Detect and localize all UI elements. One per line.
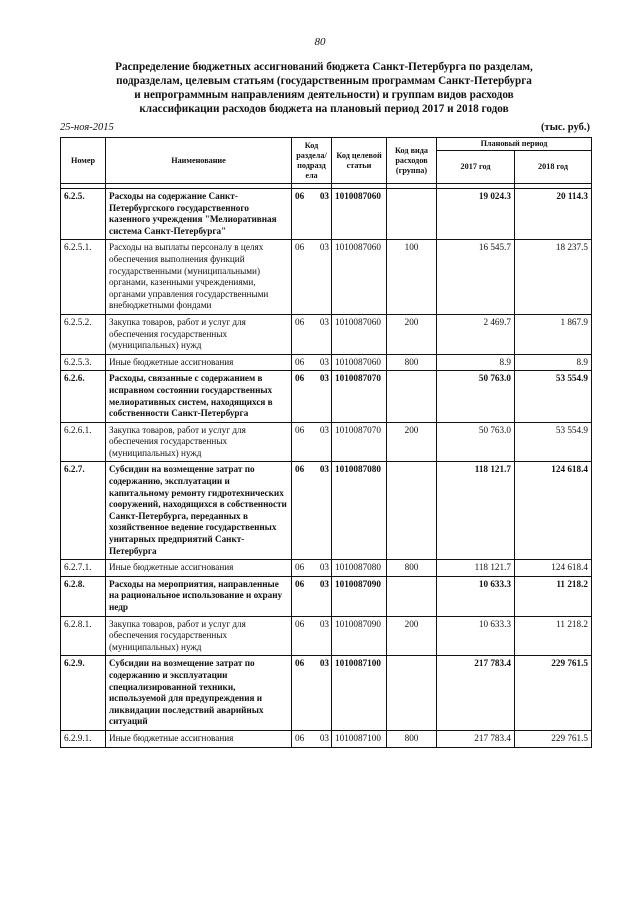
header-number: Номер (61, 138, 106, 184)
section-code: 06 (295, 562, 305, 573)
table-row (61, 656, 592, 731)
row-name: Расходы на мероприятия, направленные на рациональное использование и охрану недр (106, 576, 292, 616)
row-group-code (387, 371, 437, 422)
row-group-code: 800 (387, 560, 437, 577)
table-row (61, 576, 592, 616)
subsection-code: 03 (319, 578, 329, 589)
row-name: Закупка товаров, работ и услуг для обеспечения государственных (муниципальных) нужд (106, 314, 292, 354)
header-group: Код вида расходов (группа) (387, 138, 437, 184)
header-section: Код раздела/ подразд ела (292, 138, 332, 184)
row-value-2018: 53 554.9 (515, 422, 592, 462)
table-row (61, 422, 592, 462)
title-line: и непрограммным направлениям деятельности) и группам видов расходов (134, 89, 514, 101)
row-value-2017: 118 121.7 (437, 560, 515, 577)
row-value-2018: 53 554.9 (515, 371, 592, 422)
row-name: Закупка товаров, работ и услуг для обеспечения государственных (муниципальных) нужд (106, 616, 292, 656)
row-name: Иные бюджетные ассигнования (106, 730, 292, 747)
row-number: 6.2.5.1. (61, 240, 106, 315)
row-name: Расходы на выплаты персоналу в целях обеспечения выполнения функций государственными (муниципальными) органами, казенными учреждениями, органами управления государственными внебюджетными фондами (106, 240, 292, 315)
row-section-code (292, 371, 332, 422)
subsection-code: 03 (319, 191, 329, 201)
row-section-code (292, 560, 332, 577)
row-number: 6.2.8.1. (61, 616, 106, 656)
row-number: 6.2.9. (61, 656, 106, 731)
subsection-code: 03 (319, 316, 329, 327)
units-label: (тыс. руб.) (541, 122, 590, 133)
subsection-code: 03 (319, 618, 329, 629)
row-section-code (292, 189, 332, 240)
subsection-code: 03 (319, 242, 329, 253)
row-number: 6.2.5.3. (61, 354, 106, 371)
title-line: Распределение бюджетных ассигнований бюджета Санкт-Петербурга по разделам, (115, 61, 533, 73)
section-code: 06 (295, 242, 305, 253)
row-target-code: 1010087060 (332, 189, 387, 240)
row-section-code (292, 354, 332, 371)
row-target-code: 1010087070 (332, 422, 387, 462)
row-group-code: 200 (387, 314, 437, 354)
title-line: классификации расходов бюджета на плановый период 2017 и 2018 годов (139, 103, 509, 115)
subsection-code: 03 (319, 562, 329, 573)
row-section-code (292, 730, 332, 747)
page-number: 80 (314, 36, 326, 48)
row-group-code: 800 (387, 730, 437, 747)
row-value-2018: 11 218.2 (515, 616, 592, 656)
row-name: Расходы, связанные с содержанием в исправном состоянии государственных мелиоративных систем, находящихся в собственности Санкт-Петербурга (106, 371, 292, 422)
table-row (61, 189, 592, 240)
row-value-2017: 19 024.3 (437, 189, 515, 240)
row-number: 6.2.7.1. (61, 560, 106, 577)
subsection-code: 03 (319, 464, 329, 475)
subsection-code: 03 (319, 373, 329, 384)
row-group-code (387, 656, 437, 731)
row-number: 6.2.6.1. (61, 422, 106, 462)
row-value-2017: 217 783.4 (437, 656, 515, 731)
row-value-2018: 229 761.5 (515, 730, 592, 747)
row-value-2018: 11 218.2 (515, 576, 592, 616)
row-target-code: 1010087070 (332, 371, 387, 422)
header-2017: 2017 год (437, 151, 515, 184)
section-code: 06 (295, 618, 305, 629)
row-number: 6.2.9.1. (61, 730, 106, 747)
row-value-2018: 124 618.4 (515, 560, 592, 577)
row-section-code (292, 314, 332, 354)
section-code: 06 (295, 373, 305, 384)
row-name: Субсидии на возмещение затрат по содержанию и эксплуатации специализированной техники, используемой для предупреждения и ликвидации последствий аварийных ситуаций (106, 656, 292, 731)
section-code: 06 (295, 316, 305, 327)
row-value-2018: 20 114.3 (515, 189, 592, 240)
document-date: 25-ноя-2015 (60, 122, 114, 133)
row-value-2018: 18 237.5 (515, 240, 592, 315)
row-group-code (387, 189, 437, 240)
row-number: 6.2.5. (61, 189, 106, 240)
row-number: 6.2.7. (61, 462, 106, 560)
table-row (61, 616, 592, 656)
section-code: 06 (295, 424, 305, 435)
section-code: 06 (295, 658, 305, 669)
subsection-code: 03 (319, 424, 329, 435)
row-target-code: 1010087100 (332, 656, 387, 731)
header-2018: 2018 год (515, 151, 592, 184)
document-title (60, 60, 588, 116)
row-value-2017: 10 633.3 (437, 576, 515, 616)
table-row (61, 560, 592, 577)
table-row (61, 354, 592, 371)
row-group-code: 200 (387, 422, 437, 462)
row-value-2017: 2 469.7 (437, 314, 515, 354)
row-value-2017: 10 633.3 (437, 616, 515, 656)
row-target-code: 1010087060 (332, 240, 387, 315)
row-number: 6.2.8. (61, 576, 106, 616)
table-row (61, 371, 592, 422)
row-value-2017: 118 121.7 (437, 462, 515, 560)
subsection-code: 03 (319, 658, 329, 669)
row-name: Субсидии на возмещение затрат по содержанию, эксплуатации и капитальному ремонту гидротехнических сооружений, находящихся в собственности Санкт-Петербурга, переданных в хозяйственное ведение государственных унитарных предприятий Санкт-Петербурга (106, 462, 292, 560)
row-value-2017: 50 763.0 (437, 422, 515, 462)
row-target-code: 1010087060 (332, 354, 387, 371)
row-section-code (292, 240, 332, 315)
section-code: 06 (295, 578, 305, 589)
subsection-code: 03 (319, 356, 329, 367)
row-section-code (292, 616, 332, 656)
section-code: 06 (295, 464, 305, 475)
row-target-code: 1010087090 (332, 576, 387, 616)
row-group-code: 100 (387, 240, 437, 315)
row-value-2018: 229 761.5 (515, 656, 592, 731)
row-name: Расходы на содержание Санкт-Петербургского государственного казенного учреждения "Мелиоративная система Санкт-Петербурга" (106, 189, 292, 240)
row-section-code (292, 576, 332, 616)
row-number: 6.2.5.2. (61, 314, 106, 354)
title-line: подразделам, целевым статьям (государственным программам Санкт-Петербурга (116, 75, 532, 87)
row-value-2017: 50 763.0 (437, 371, 515, 422)
row-value-2017: 8.9 (437, 354, 515, 371)
table-row (61, 240, 592, 315)
row-value-2018: 124 618.4 (515, 462, 592, 560)
row-target-code: 1010087090 (332, 616, 387, 656)
table-row (61, 314, 592, 354)
row-value-2017: 217 783.4 (437, 730, 515, 747)
row-target-code: 1010087060 (332, 314, 387, 354)
row-section-code (292, 422, 332, 462)
section-code: 06 (295, 191, 305, 201)
section-code: 06 (295, 732, 305, 743)
row-value-2018: 1 867.9 (515, 314, 592, 354)
row-target-code: 1010087100 (332, 730, 387, 747)
row-group-code: 200 (387, 616, 437, 656)
subsection-code: 03 (319, 732, 329, 743)
row-section-code (292, 656, 332, 731)
row-value-2017: 16 545.7 (437, 240, 515, 315)
row-name: Иные бюджетные ассигнования (106, 354, 292, 371)
section-code: 06 (295, 356, 305, 367)
table-body (61, 184, 592, 748)
table-row (61, 462, 592, 560)
row-value-2018: 8.9 (515, 354, 592, 371)
header-name: Наименование (106, 138, 292, 184)
row-number: 6.2.6. (61, 371, 106, 422)
header-plan-period: Плановый период (437, 138, 592, 151)
row-name: Закупка товаров, работ и услуг для обеспечения государственных (муниципальных) нужд (106, 422, 292, 462)
row-section-code (292, 462, 332, 560)
table-row (61, 730, 592, 747)
row-group-code (387, 462, 437, 560)
row-target-code: 1010087080 (332, 560, 387, 577)
row-target-code: 1010087080 (332, 462, 387, 560)
row-name: Иные бюджетные ассигнования (106, 560, 292, 577)
row-group-code: 800 (387, 354, 437, 371)
row-group-code (387, 576, 437, 616)
header-target: Код целевой статьи (332, 138, 387, 184)
budget-table (60, 137, 592, 748)
